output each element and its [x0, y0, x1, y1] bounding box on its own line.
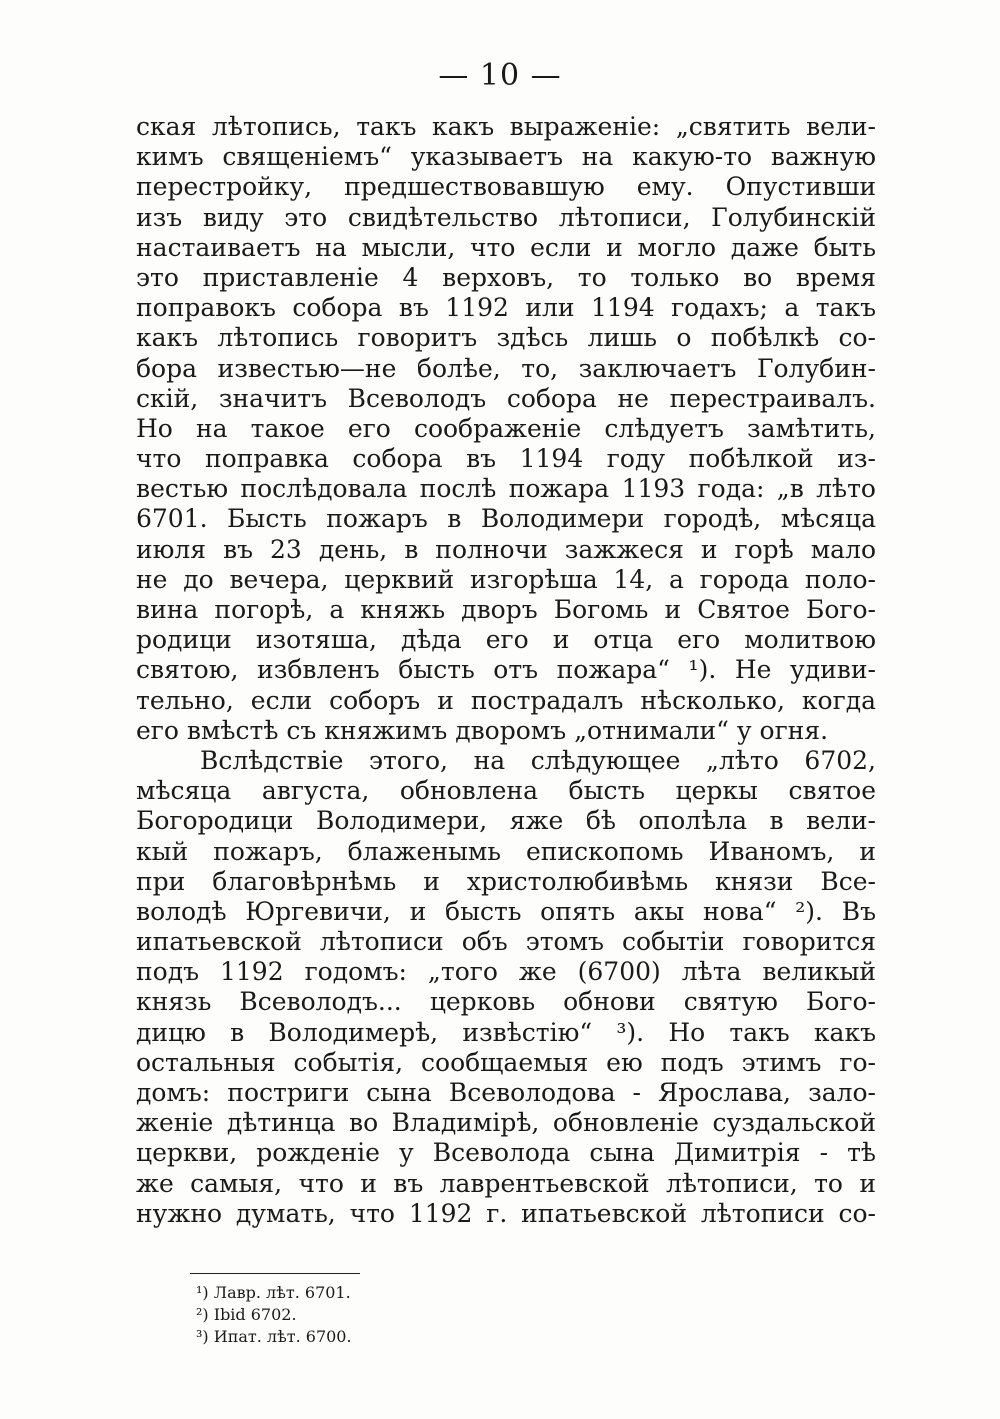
footnote-divider — [190, 1273, 360, 1274]
text-line: ипатьевской лѣтописи объ этомъ событіи говорится — [136, 927, 876, 957]
body-text — [136, 112, 876, 1229]
text-line: это приставленіе 4 верховъ, то только во время — [136, 262, 876, 292]
text-line: нужно думать, что 1192 г. ипатьевской лѣтописи со- — [136, 1198, 876, 1228]
text-line: изъ виду это свидѣтельство лѣтописи, Голубинскій — [136, 202, 876, 232]
text-line: вестью послѣдовала послѣ пожара 1193 года: „в лѣто — [136, 474, 876, 504]
text-line: 6701. Бысть пожаръ в Володимери городѣ, мѣсяца — [136, 504, 876, 534]
footnote: ³) Ипат. лѣт. 6700. — [196, 1327, 352, 1346]
text-line: домъ: постриги сына Всеволодова - Ярослава, зало- — [136, 1078, 876, 1107]
text-line: поправокъ собора въ 1192 или 1194 годахъ; а такъ — [136, 293, 876, 323]
text-line: подъ 1192 годомъ: „того же (6700) лѣта великый — [136, 957, 876, 987]
text-line: его вмѣстѣ съ княжимъ дворомъ „отнимали“ у огня. — [136, 715, 829, 745]
text-line: мѣсяца августа, обновлена бысть церкы святое — [136, 776, 876, 806]
text-line: церкви, рожденіе у Всеволода сына Димитрія - тѣ — [136, 1138, 876, 1168]
text-line: какъ лѣтопись говоритъ здѣсь лишь о побѣлкѣ со- — [136, 323, 876, 353]
text-line: ская лѣтопись, такъ какъ выраженіе: „святить вели- — [136, 112, 876, 141]
footnote: ¹) Лавр. лѣт. 6701. — [196, 1283, 351, 1302]
text-line: бора известью—не болѣе, то, заключаетъ Голубин- — [136, 353, 876, 383]
text-line: настаиваетъ на мысли, что если и могло даже быть — [136, 232, 876, 262]
text-line: что поправка собора въ 1194 году побѣлкой из- — [136, 444, 876, 474]
text-line: Вслѣдствіе этого, на слѣдующее „лѣто 6702, — [200, 745, 876, 775]
text-line: Но на такое его соображеніе слѣдуетъ замѣтить, — [136, 413, 876, 443]
text-line: же самыя, что и въ лаврентьевской лѣтописи, то и — [136, 1168, 876, 1198]
text-line: дицю в Володимерѣ, извѣстію“ ³). Но такъ какъ — [136, 1017, 876, 1047]
page-number: — 10 — — [438, 58, 562, 93]
text-line: Богородици Володимери, яже бѣ ополѣла в вели- — [136, 806, 876, 836]
text-line: родици изотяша, дѣда его и отца его молитвою — [136, 625, 876, 655]
text-line: июля въ 23 день, в полночи зажжеся и горѣ мало — [136, 534, 876, 564]
text-line: князь Всеволодъ... церковь обнови святую Бого- — [136, 987, 876, 1017]
text-line: святою, избвленъ бысть отъ пожара“ ¹). Не удиви- — [136, 655, 876, 685]
text-line: володѣ Юргевичи, и бысть опять акы нова“ ²). Въ — [136, 896, 876, 926]
text-line: вина погорѣ, а княжь дворъ Богомь и Святое Бого- — [136, 595, 876, 624]
footnotes — [196, 1282, 352, 1348]
text-line: скій, значитъ Всеволодъ собора не перестраивалъ. — [136, 383, 876, 413]
footnote: ²) Ibid 6702. — [196, 1305, 297, 1324]
text-line: при благовѣрнѣмь и христолюбивѣмь князи Все- — [136, 866, 876, 896]
text-line: тельно, если соборъ и пострадалъ нѣсколько, когда — [136, 685, 876, 715]
text-line: женіе дѣтинца во Владимірѣ, обновленіе суздальской — [136, 1108, 876, 1138]
text-line: перестройку, предшествовавшую ему. Опустивши — [136, 172, 876, 202]
text-line: не до вечера, церквий изгорѣша 14, а города поло- — [136, 564, 876, 594]
text-line: остальныя событія, сообщаемыя ею подъ этимъ го- — [136, 1047, 876, 1077]
text-line: кимъ священіемъ“ указываетъ на какую-то важную — [136, 142, 876, 172]
text-line: кый пожаръ, блаженымь епископомь Иваномъ, и — [136, 836, 876, 866]
